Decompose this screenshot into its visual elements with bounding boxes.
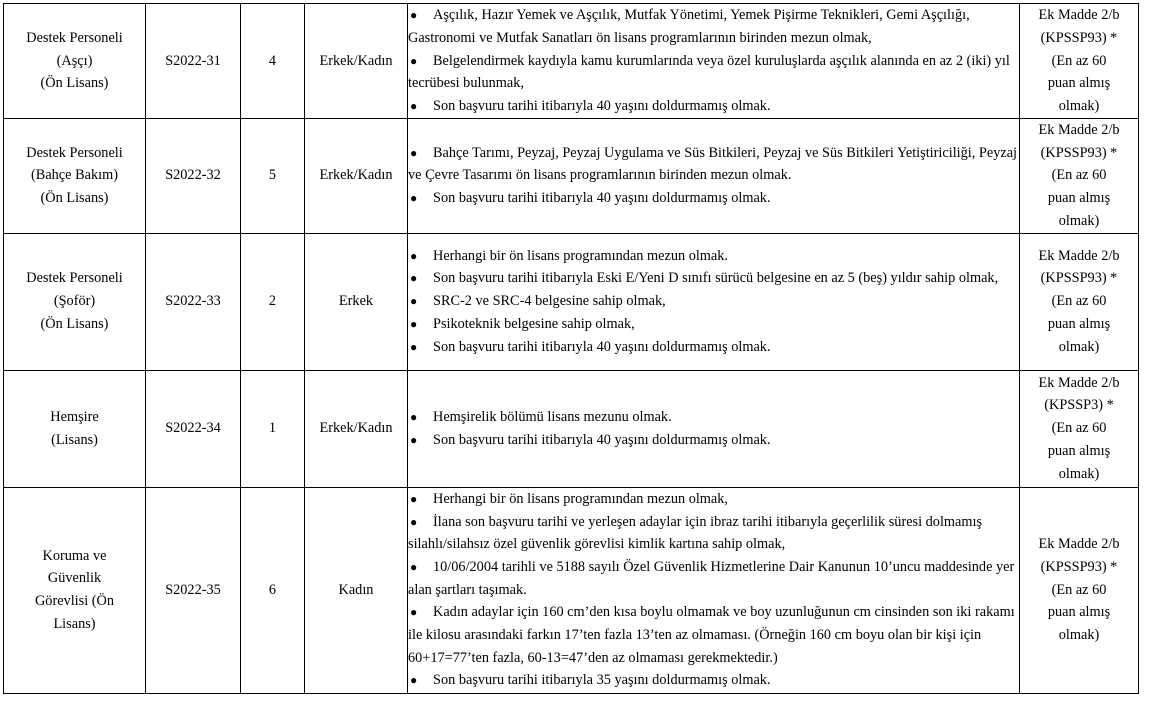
position-gender: Kadın: [305, 487, 408, 693]
position-requirements: [408, 119, 1020, 234]
requirement-item: ● Herhangi bir ön lisans programından mezun olmak,: [408, 488, 1019, 511]
requirement-item: ● SRC-2 ve SRC-4 belgesine sahip olmak,: [408, 290, 1019, 313]
requirement-item: ● Psikoteknik belgesine sahip olmak,: [408, 313, 1019, 336]
position-requirements: [408, 370, 1020, 487]
requirement-item: ● Son başvuru tarihi itibarıyla 40 yaşını doldurmamış olmak.: [408, 429, 1019, 452]
table-row: [4, 233, 1139, 370]
position-reference: Ek Madde 2/b (KPSSP3) * (En az 60 puan almış olmak): [1020, 370, 1139, 487]
requirement-item: ● Aşçılık, Hazır Yemek ve Aşçılık, Mutfak Yönetimi, Yemek Pişirme Teknikleri, Gemi Aşçılığı, Gastronomi ve Mutfak Sanatları ön lisans programlarının birinden mezun olmak,: [408, 4, 1019, 49]
position-gender: Erkek/Kadın: [305, 4, 408, 119]
table-row: [4, 119, 1139, 234]
requirement-item: ● Son başvuru tarihi itibarıyla Eski E/Yeni D sınıfı sürücü belgesine en az 5 (beş) yıldır sahip olmak,: [408, 267, 1019, 290]
position-reference: Ek Madde 2/b (KPSSP93) * (En az 60 puan almış olmak): [1020, 233, 1139, 370]
bullet-icon: ●: [410, 673, 418, 688]
position-title: Destek Personeli (Şoför) (Ön Lisans): [4, 233, 146, 370]
position-gender: Erkek/Kadın: [305, 370, 408, 487]
position-count: 4: [241, 4, 305, 119]
positions-table: [3, 3, 1139, 694]
position-code: S2022-35: [146, 487, 241, 693]
table-row: [4, 4, 1139, 119]
position-title: Destek Personeli (Aşçı) (Ön Lisans): [4, 4, 146, 119]
position-title: Koruma ve Güvenlik Görevlisi (Ön Lisans): [4, 487, 146, 693]
position-reference: Ek Madde 2/b (KPSSP93) * (En az 60 puan almış olmak): [1020, 487, 1139, 693]
position-title: Destek Personeli (Bahçe Bakım) (Ön Lisans): [4, 119, 146, 234]
table-row: [4, 487, 1139, 693]
bullet-icon: ●: [410, 53, 418, 68]
position-title: Hemşire (Lisans): [4, 370, 146, 487]
requirement-item: ● Bahçe Tarımı, Peyzaj, Peyzaj Uygulama ve Süs Bitkileri, Peyzaj ve Süs Bitkileri Yetiştiriciliği, Peyzaj ve Çevre Tasarımı ön lisans programlarının birinden mezun olmak.: [408, 142, 1019, 187]
bullet-icon: ●: [410, 605, 418, 620]
position-code: S2022-33: [146, 233, 241, 370]
table-row: [4, 370, 1139, 487]
position-count: 5: [241, 119, 305, 234]
requirement-item: ● Herhangi bir ön lisans programından mezun olmak.: [408, 245, 1019, 268]
position-requirements: [408, 487, 1020, 693]
position-reference: Ek Madde 2/b (KPSSP93) * (En az 60 puan almış olmak): [1020, 119, 1139, 234]
position-count: 2: [241, 233, 305, 370]
position-count: 6: [241, 487, 305, 693]
bullet-icon: ●: [410, 294, 418, 309]
position-reference: Ek Madde 2/b (KPSSP93) * (En az 60 puan almış olmak): [1020, 4, 1139, 119]
requirement-item: ● Belgelendirmek kaydıyla kamu kurumlarında veya özel kuruluşlarda aşçılık alanında en az 2 (iki) yıl tecrübesi bulunmak,: [408, 50, 1019, 95]
bullet-icon: ●: [410, 339, 418, 354]
bullet-icon: ●: [410, 559, 418, 574]
requirement-item: ● Son başvuru tarihi itibarıyla 40 yaşını doldurmamış olmak.: [408, 187, 1019, 210]
position-requirements: [408, 4, 1020, 119]
position-code: S2022-34: [146, 370, 241, 487]
position-code: S2022-31: [146, 4, 241, 119]
position-requirements: [408, 233, 1020, 370]
bullet-icon: ●: [410, 432, 418, 447]
bullet-icon: ●: [410, 99, 418, 114]
requirement-item: ● İlana son başvuru tarihi ve yerleşen adaylar için ibraz tarihi itibarıyla geçerlilik süresi dolmamış silahlı/silahsız özel güvenlik görevlisi kimlik kartına sahip olmak,: [408, 511, 1019, 556]
bullet-icon: ●: [410, 248, 418, 263]
bullet-icon: ●: [410, 145, 418, 160]
bullet-icon: ●: [410, 191, 418, 206]
requirement-item: ● Son başvuru tarihi itibarıyla 40 yaşını doldurmamış olmak.: [408, 336, 1019, 359]
position-gender: Erkek/Kadın: [305, 119, 408, 234]
bullet-icon: ●: [410, 409, 418, 424]
position-count: 1: [241, 370, 305, 487]
bullet-icon: ●: [410, 514, 418, 529]
position-code: S2022-32: [146, 119, 241, 234]
position-gender: Erkek: [305, 233, 408, 370]
bullet-icon: ●: [410, 8, 418, 23]
bullet-icon: ●: [410, 271, 418, 286]
bullet-icon: ●: [410, 316, 418, 331]
requirement-item: ● 10/06/2004 tarihli ve 5188 sayılı Özel Güvenlik Hizmetlerine Dair Kanunun 10’uncu maddesinde yer alan şartları taşımak.: [408, 556, 1019, 601]
bullet-icon: ●: [410, 491, 418, 506]
requirement-item: ● Son başvuru tarihi itibarıyla 40 yaşını doldurmamış olmak.: [408, 95, 1019, 118]
requirement-item: ● Hemşirelik bölümü lisans mezunu olmak.: [408, 406, 1019, 429]
requirement-item: ● Son başvuru tarihi itibarıyla 35 yaşını doldurmamış olmak.: [408, 669, 1019, 692]
requirement-item: ● Kadın adaylar için 160 cm’den kısa boylu olmamak ve boy uzunluğunun cm cinsinden son iki rakamı ile kilosu arasındaki farkın 17’ten fazla 13’ten az olmaması. (Örneğin 160 cm boyu olan bir kişi için 60+17=77’ten fazla, 60-13=47’den az olmaması gerekmektedir.): [408, 601, 1019, 669]
